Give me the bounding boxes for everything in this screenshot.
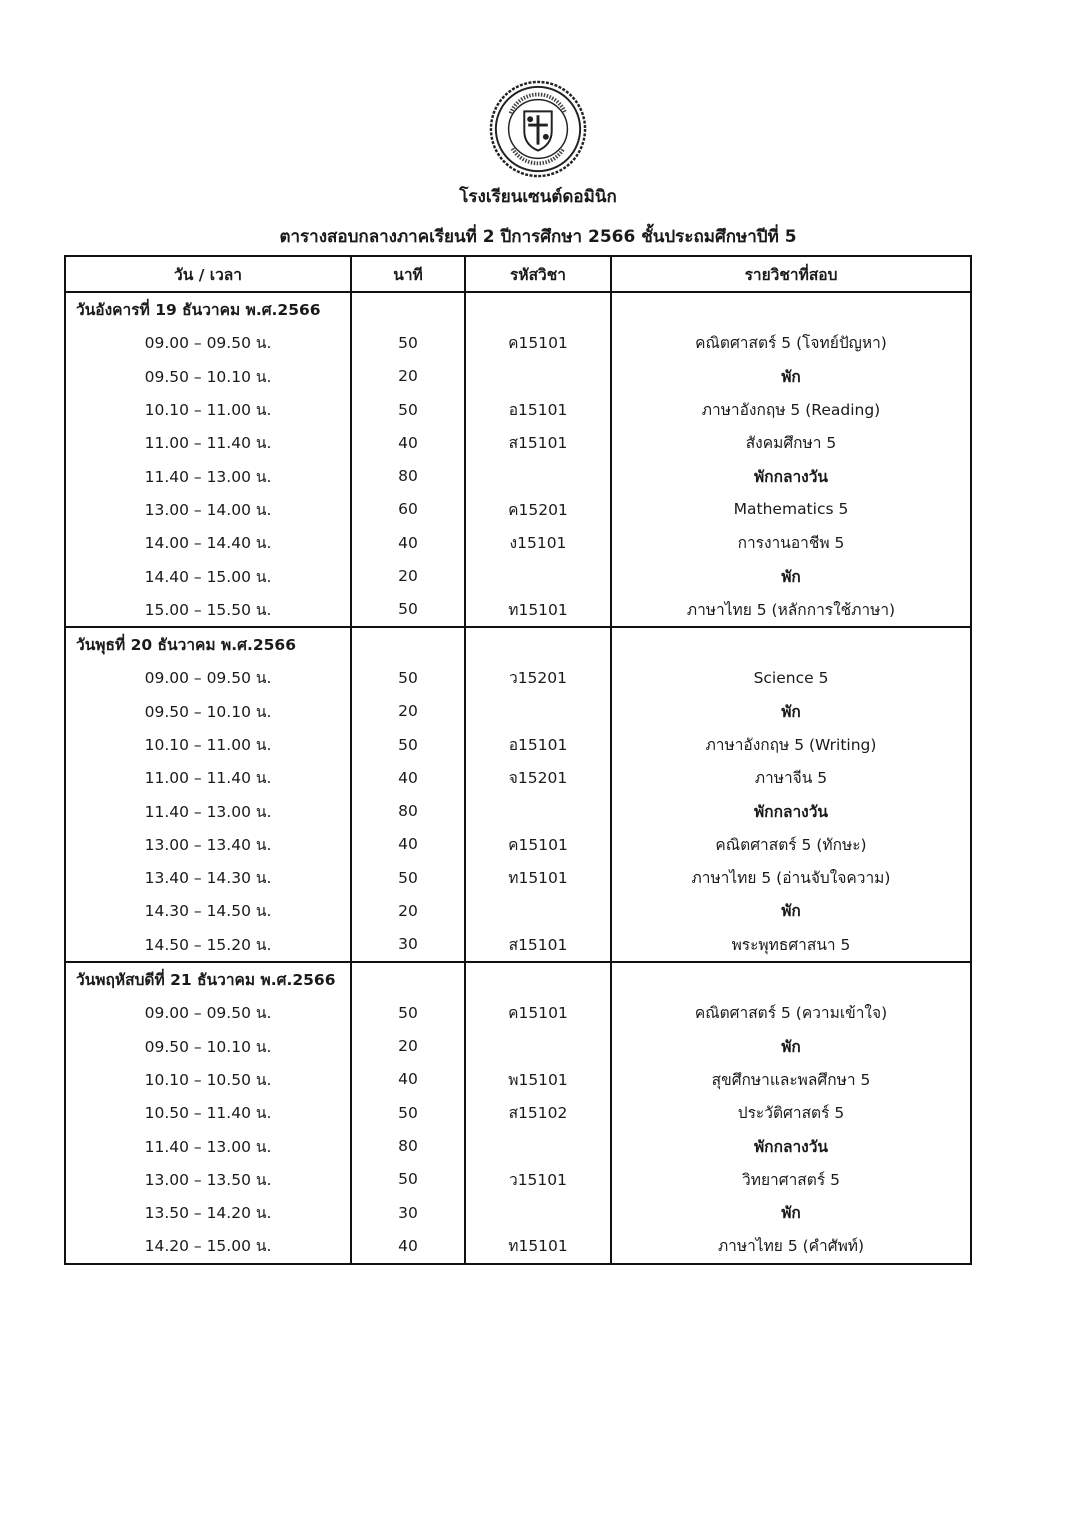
subject-code-cell: ว15101 (465, 1163, 611, 1196)
subject-code-cell: ท15101 (465, 1229, 611, 1263)
subject-code-cell: ค15101 (465, 996, 611, 1029)
subject-name-cell: ภาษาจีน 5 (611, 761, 971, 794)
subject-name-cell: พัก (611, 1030, 971, 1063)
subject-code-cell (465, 360, 611, 393)
minutes-cell: 20 (351, 695, 465, 728)
subject-name-cell: คณิตศาสตร์ 5 (ทักษะ) (611, 828, 971, 861)
exam-row (65, 828, 971, 861)
time-cell: 13.00 – 13.40 น. (65, 828, 351, 861)
minutes-cell: 80 (351, 1129, 465, 1162)
subject-code-cell: ส15101 (465, 426, 611, 459)
time-cell: 10.50 – 11.40 น. (65, 1096, 351, 1129)
exam-row (65, 761, 971, 794)
time-cell: 15.00 – 15.50 น. (65, 593, 351, 627)
school-name: โรงเรียนเซนต์ดอมินิก (459, 187, 617, 207)
minutes-cell: 50 (351, 996, 465, 1029)
column-header-code: รหัสวิชา (465, 256, 611, 292)
subject-name-cell: คณิตศาสตร์ 5 (ความเข้าใจ) (611, 996, 971, 1029)
day-header-row (65, 627, 971, 661)
exam-row (65, 393, 971, 426)
time-cell: 11.00 – 11.40 น. (65, 761, 351, 794)
minutes-cell: 50 (351, 861, 465, 894)
minutes-cell: 40 (351, 426, 465, 459)
time-cell: 14.20 – 15.00 น. (65, 1229, 351, 1263)
time-cell: 10.10 – 11.00 น. (65, 393, 351, 426)
subject-name-cell: คณิตศาสตร์ 5 (โจทย์ปัญหา) (611, 326, 971, 359)
exam-row (65, 728, 971, 761)
subject-code-cell (465, 1129, 611, 1162)
subject-name-cell: วิทยาศาสตร์ 5 (611, 1163, 971, 1196)
minutes-cell: 30 (351, 1196, 465, 1229)
time-cell: 09.50 – 10.10 น. (65, 1030, 351, 1063)
exam-row (65, 861, 971, 894)
minutes-cell: 50 (351, 1163, 465, 1196)
exam-row (65, 593, 971, 627)
empty-cell (351, 962, 465, 996)
subject-code-cell: ท15101 (465, 593, 611, 627)
subject-code-cell: ค15101 (465, 326, 611, 359)
table-body (65, 292, 971, 1264)
subject-name-cell: ภาษาไทย 5 (คำศัพท์) (611, 1229, 971, 1263)
subject-code-cell: ส15101 (465, 928, 611, 962)
minutes-cell: 50 (351, 1096, 465, 1129)
minutes-cell: 40 (351, 761, 465, 794)
minutes-cell: 40 (351, 828, 465, 861)
time-cell: 10.10 – 10.50 น. (65, 1063, 351, 1096)
break-row (65, 695, 971, 728)
subject-name-cell: การงานอาชีพ 5 (611, 526, 971, 559)
break-row (65, 1196, 971, 1229)
break-row (65, 1129, 971, 1162)
time-cell: 13.00 – 14.00 น. (65, 493, 351, 526)
minutes-cell: 40 (351, 526, 465, 559)
subject-code-cell: ค15101 (465, 828, 611, 861)
exam-row (65, 928, 971, 962)
empty-cell (351, 627, 465, 661)
subject-name-cell: พัก (611, 1196, 971, 1229)
subject-code-cell: พ15101 (465, 1063, 611, 1096)
subject-name-cell: Mathematics 5 (611, 493, 971, 526)
subject-code-cell (465, 894, 611, 927)
time-cell: 09.00 – 09.50 น. (65, 326, 351, 359)
time-cell: 11.00 – 11.40 น. (65, 426, 351, 459)
exam-row (65, 326, 971, 359)
empty-cell (611, 962, 971, 996)
time-cell: 09.00 – 09.50 น. (65, 996, 351, 1029)
exam-row (65, 526, 971, 559)
exam-row (65, 493, 971, 526)
subject-code-cell (465, 794, 611, 827)
exam-row (65, 1163, 971, 1196)
minutes-cell: 20 (351, 894, 465, 927)
subject-code-cell (465, 695, 611, 728)
minutes-cell: 40 (351, 1229, 465, 1263)
time-cell: 09.50 – 10.10 น. (65, 695, 351, 728)
minutes-cell: 30 (351, 928, 465, 962)
subject-name-cell: พัก (611, 894, 971, 927)
time-cell: 11.40 – 13.00 น. (65, 459, 351, 492)
empty-cell (611, 627, 971, 661)
empty-cell (465, 292, 611, 326)
subject-code-cell: จ15201 (465, 761, 611, 794)
minutes-cell: 20 (351, 559, 465, 592)
exam-row (65, 1096, 971, 1129)
subject-code-cell: ง15101 (465, 526, 611, 559)
day-header-row (65, 962, 971, 996)
minutes-cell: 60 (351, 493, 465, 526)
minutes-cell: 50 (351, 661, 465, 694)
minutes-cell: 50 (351, 728, 465, 761)
minutes-cell: 50 (351, 393, 465, 426)
subject-name-cell: พัก (611, 360, 971, 393)
empty-cell (465, 627, 611, 661)
minutes-cell: 20 (351, 1030, 465, 1063)
time-cell: 14.00 – 14.40 น. (65, 526, 351, 559)
subject-name-cell: ภาษาอังกฤษ 5 (Writing) (611, 728, 971, 761)
subject-name-cell: สังคมศึกษา 5 (611, 426, 971, 459)
minutes-cell: 80 (351, 794, 465, 827)
time-cell: 09.50 – 10.10 น. (65, 360, 351, 393)
day-label: วันอังคารที่ 19 ธันวาคม พ.ศ.2566 (65, 292, 351, 326)
table-header-row (65, 256, 971, 292)
subject-name-cell: พักกลางวัน (611, 1129, 971, 1162)
minutes-cell: 50 (351, 593, 465, 627)
subject-code-cell (465, 559, 611, 592)
subject-name-cell: พักกลางวัน (611, 459, 971, 492)
break-row (65, 894, 971, 927)
exam-row (65, 426, 971, 459)
time-cell: 13.50 – 14.20 น. (65, 1196, 351, 1229)
exam-row (65, 1229, 971, 1263)
subject-name-cell: ภาษาอังกฤษ 5 (Reading) (611, 393, 971, 426)
column-header-datetime: วัน / เวลา (65, 256, 351, 292)
subject-name-cell: ภาษาไทย 5 (หลักการใช้ภาษา) (611, 593, 971, 627)
page-title: ตารางสอบกลางภาคเรียนที่ 2 ปีการศึกษา 2566 ชั้นประถมศึกษาปีที่ 5 (279, 227, 797, 247)
time-cell: 11.40 – 13.00 น. (65, 1129, 351, 1162)
subject-code-cell (465, 1196, 611, 1229)
time-cell: 13.40 – 14.30 น. (65, 861, 351, 894)
minutes-cell: 50 (351, 326, 465, 359)
subject-name-cell: สุขศึกษาและพลศึกษา 5 (611, 1063, 971, 1096)
time-cell: 14.30 – 14.50 น. (65, 894, 351, 927)
break-row (65, 360, 971, 393)
day-label: วันพฤหัสบดีที่ 21 ธันวาคม พ.ศ.2566 (65, 962, 351, 996)
time-cell: 13.00 – 13.50 น. (65, 1163, 351, 1196)
exam-row (65, 996, 971, 1029)
break-row (65, 559, 971, 592)
day-header-row (65, 292, 971, 326)
day-label: วันพุธที่ 20 ธันวาคม พ.ศ.2566 (65, 627, 351, 661)
break-row (65, 794, 971, 827)
minutes-cell: 80 (351, 459, 465, 492)
empty-cell (351, 292, 465, 326)
subject-name-cell: ประวัติศาสตร์ 5 (611, 1096, 971, 1129)
subject-code-cell: ท15101 (465, 861, 611, 894)
subject-code-cell (465, 459, 611, 492)
subject-code-cell: อ15101 (465, 728, 611, 761)
exam-schedule-table (64, 255, 972, 1265)
subject-name-cell: พัก (611, 695, 971, 728)
empty-cell (465, 962, 611, 996)
time-cell: 10.10 – 11.00 น. (65, 728, 351, 761)
time-cell: 11.40 – 13.00 น. (65, 794, 351, 827)
subject-code-cell: ส15102 (465, 1096, 611, 1129)
exam-row (65, 1063, 971, 1096)
column-header-minutes: นาที (351, 256, 465, 292)
minutes-cell: 20 (351, 360, 465, 393)
subject-code-cell (465, 1030, 611, 1063)
subject-code-cell: ว15201 (465, 661, 611, 694)
subject-name-cell: พักกลางวัน (611, 794, 971, 827)
time-cell: 14.40 – 15.00 น. (65, 559, 351, 592)
subject-code-cell: อ15101 (465, 393, 611, 426)
subject-name-cell: พระพุทธศาสนา 5 (611, 928, 971, 962)
school-logo-icon (489, 80, 587, 178)
empty-cell (611, 292, 971, 326)
time-cell: 09.00 – 09.50 น. (65, 661, 351, 694)
minutes-cell: 40 (351, 1063, 465, 1096)
column-header-subject: รายวิชาที่สอบ (611, 256, 971, 292)
break-row (65, 459, 971, 492)
subject-name-cell: Science 5 (611, 661, 971, 694)
time-cell: 14.50 – 15.20 น. (65, 928, 351, 962)
subject-name-cell: ภาษาไทย 5 (อ่านจับใจความ) (611, 861, 971, 894)
subject-code-cell: ค15201 (465, 493, 611, 526)
break-row (65, 1030, 971, 1063)
subject-name-cell: พัก (611, 559, 971, 592)
exam-row (65, 661, 971, 694)
